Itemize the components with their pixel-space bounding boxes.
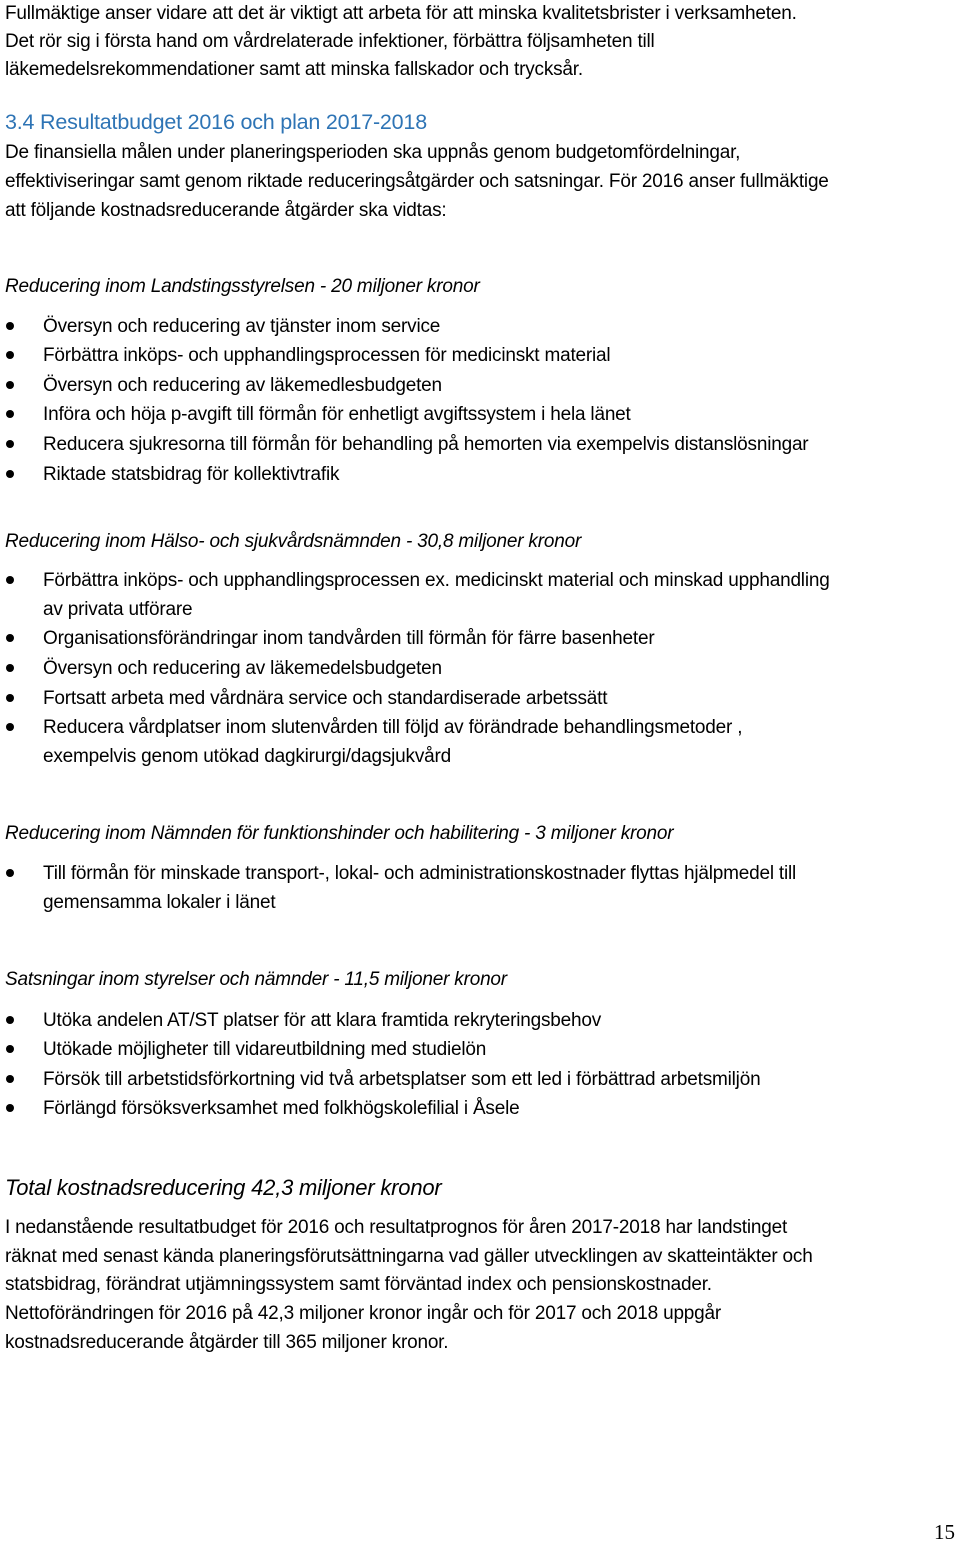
section-paragraph-line: att följande kostnadsreducerande åtgärder ska vidtas: bbox=[5, 200, 447, 221]
closing-line: I nedanstående resultatbudget för 2016 och resultatprognos för åren 2017-2018 har landstinget bbox=[5, 1217, 788, 1238]
bullet-icon bbox=[6, 410, 14, 418]
closing-line: kostnadsreducerande åtgärder till 365 miljoner kronor. bbox=[5, 1332, 449, 1353]
page-number: 15 bbox=[934, 1520, 955, 1544]
intro-line: läkemedelsrekommendationer samt att minska fallskador och trycksår. bbox=[5, 59, 583, 80]
list-item-text: Fortsatt arbeta med vårdnära service och standardiserade arbetssätt bbox=[43, 688, 608, 709]
list-item-text: Till förmån för minskade transport-, lokal- och administrationskostnader flyttas hjälpmedel till bbox=[43, 863, 797, 884]
list-item-text: Översyn och reducering av läkemedlesbudgeten bbox=[43, 375, 442, 396]
list-item-text: Förbättra inköps- och upphandlingsprocessen för medicinskt material bbox=[43, 345, 611, 366]
bullet-icon bbox=[6, 869, 14, 877]
list-item-text: Försök till arbetstidsförkortning vid två arbetsplatser som ett led i förbättrad arbetsmiljön bbox=[43, 1069, 761, 1090]
list-item-text: Översyn och reducering av tjänster inom service bbox=[43, 316, 441, 337]
bullet-icon bbox=[6, 351, 14, 359]
bullet-icon bbox=[6, 440, 14, 448]
list-item-text: Reducera vårdplatser inom slutenvården till följd av förändrade behandlingsmetoder , bbox=[43, 717, 743, 738]
list-item-text: gemensamma lokaler i länet bbox=[43, 892, 276, 913]
closing-line: räknat med senast kända planeringsförutsättningarna vad gäller utvecklingen av skatteintäkter och bbox=[5, 1246, 813, 1267]
list-item-text: Reducera sjukresorna till förmån för behandling på hemorten via exempelvis distanslösningar bbox=[43, 434, 809, 455]
bullet-icon bbox=[6, 723, 14, 731]
group-title: Reducering inom Landstingsstyrelsen - 20 miljoner kronor bbox=[5, 276, 480, 297]
closing-line: Nettoförändringen för 2016 på 42,3 miljoner kronor ingår och för 2017 och 2018 uppgår bbox=[5, 1303, 722, 1324]
closing-line: statsbidrag, förändrat utjämningssystem samt förväntad index och pensionskostnader. bbox=[5, 1274, 712, 1295]
list-item-text: Riktade statsbidrag för kollektivtrafik bbox=[43, 464, 340, 485]
bullet-icon bbox=[6, 694, 14, 702]
group-title: Reducering inom Nämnden för funktionshinder och habilitering - 3 miljoner kronor bbox=[5, 823, 674, 844]
list-item-text: Förlängd försöksverksamhet med folkhögskolefilial i Åsele bbox=[43, 1098, 520, 1119]
bullet-icon bbox=[6, 576, 14, 584]
section-paragraph-line: effektiviseringar samt genom riktade reduceringsåtgärder och satsningar. För 2016 anser fullmäktige bbox=[5, 171, 829, 192]
intro-line: Det rör sig i första hand om vårdrelaterade infektioner, förbättra följsamheten till bbox=[5, 31, 655, 52]
list-item-text: av privata utförare bbox=[43, 599, 193, 620]
bullet-icon bbox=[6, 470, 14, 478]
bullet-icon bbox=[6, 1045, 14, 1053]
bullet-icon bbox=[6, 1104, 14, 1112]
list-item-text: Införa och höja p-avgift till förmån för enhetligt avgiftssystem i hela länet bbox=[43, 404, 631, 425]
section-paragraph-line: De finansiella målen under planeringsperioden ska uppnås genom budgetomfördelningar, bbox=[5, 142, 741, 163]
bullet-icon bbox=[6, 1075, 14, 1083]
bullet-icon bbox=[6, 1016, 14, 1024]
bullet-icon bbox=[6, 322, 14, 330]
group-title: Reducering inom Hälso- och sjukvårdsnämnden - 30,8 miljoner kronor bbox=[5, 531, 582, 552]
list-item-text: Översyn och reducering av läkemedelsbudgeten bbox=[43, 658, 442, 679]
list-item-text: Utökade möjligheter till vidareutbildning med studielön bbox=[43, 1039, 487, 1060]
list-item-text: Organisationsförändringar inom tandvården till förmån för färre basenheter bbox=[43, 628, 655, 649]
group-title: Satsningar inom styrelser och nämnder - 11,5 miljoner kronor bbox=[5, 969, 507, 990]
bullet-icon bbox=[6, 381, 14, 389]
list-item-text: exempelvis genom utökad dagkirurgi/dagsjukvård bbox=[43, 746, 451, 767]
bullet-icon bbox=[6, 664, 14, 672]
total-heading: Total kostnadsreducering 42,3 miljoner kronor bbox=[5, 1175, 442, 1200]
list-item-text: Förbättra inköps- och upphandlingsprocessen ex. medicinskt material och minskad upphandling bbox=[43, 570, 830, 591]
bullet-icon bbox=[6, 634, 14, 642]
list-item-text: Utöka andelen AT/ST platser för att klara framtida rekryteringsbehov bbox=[43, 1010, 602, 1031]
intro-line: Fullmäktige anser vidare att det är viktigt att arbeta för att minska kvalitetsbrister i verksamheten. bbox=[5, 3, 797, 24]
section-heading: 3.4 Resultatbudget 2016 och plan 2017-2018 bbox=[5, 110, 427, 134]
